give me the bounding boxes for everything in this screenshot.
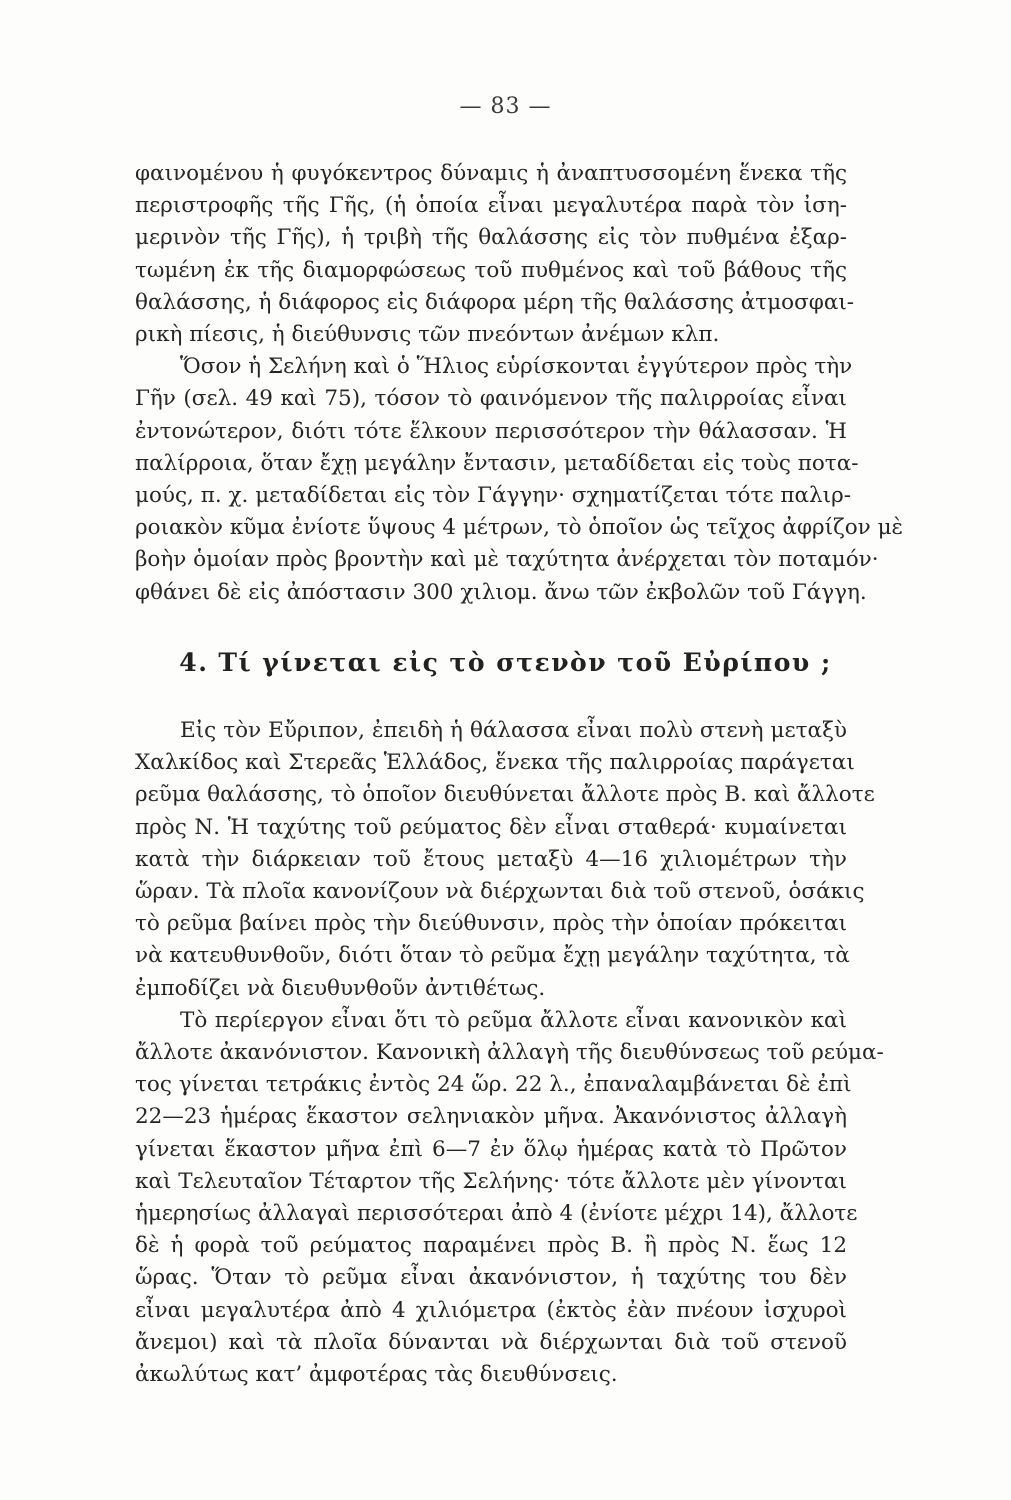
text-line: ἐντονώτερον, διότι τότε ἕλκουν περισσότερον τὴν θάλασσαν. Ἡ <box>135 418 847 444</box>
text-line: τὸ ρεῦμα βαίνει πρὸς τὴν διεύθυνσιν, πρὸς τὴν ὁποίαν πρόκειται <box>135 911 847 937</box>
lower-text-block <box>135 715 884 1391</box>
section-number: 4. <box>179 648 209 677</box>
text-line: Ὅσον ἡ Σελήνη καὶ ὁ Ἥλιος εὑρίσκονται ἐγγύτερον πρὸς τὴν <box>180 354 853 380</box>
page-number: — 83 — <box>459 94 552 119</box>
text-line: φθάνει δὲ εἰς ἀπόστασιν 300 χιλιομ. ἄνω τῶν ἐκβολῶν τοῦ Γάγγη. <box>135 579 867 605</box>
paragraph-tidal-factors <box>135 158 855 351</box>
text-line: βοὴν ὁμοίαν πρὸς βροντὴν καὶ μὲ ταχύτητα ἀνέρχεται τὸν ποταμόν· <box>135 547 879 573</box>
text-line: κατὰ τὴν διάρκειαν τοῦ ἔτους μεταξὺ 4—16 χιλιομέτρων τὴν <box>135 846 847 872</box>
text-line: ἄλλοτε ἀκανόνιστον. Κανονικὴ ἀλλαγὴ τῆς διευθύνσεως τοῦ ρεύμα- <box>135 1040 884 1066</box>
paragraph-moon-sun <box>135 351 904 609</box>
text-line: ροιακὸν κῦμα ἐνίοτε ὕψους 4 μέτρων, τὸ ὁποῖον ὡς τεῖχος ἀφρίζον μὲ <box>135 515 904 541</box>
paragraph-irregular-current <box>135 1005 884 1391</box>
text-line: καὶ Τελευταῖον Τέταρτον τῆς Σελήνης· τότε ἄλλοτε μὲν γίνονται <box>135 1168 847 1194</box>
text-line: παλίρροια, ὅταν ἔχῃ μεγάλην ἔντασιν, μεταδίδεται εἰς τοὺς ποτα- <box>135 450 859 476</box>
text-line: ἐμποδίζει νὰ διευθυνθοῦν ἀντιθέτως. <box>135 975 546 1001</box>
text-line: ὥραν. Τὰ πλοῖα κανονίζουν νὰ διέρχωνται διὰ τοῦ στενοῦ, ὁσάκις <box>135 879 865 905</box>
text-line: δὲ ἡ φορὰ τοῦ ρεύματος παραμένει πρὸς Β. ἢ πρὸς Ν. ἕως 12 <box>135 1233 847 1259</box>
text-line: θαλάσσης, ἡ διάφορος εἰς διάφορα μέρη τῆς θαλάσσης ἀτμοσφαι- <box>135 289 855 315</box>
text-line: φαινομένου ἡ φυγόκεντρος δύναμις ἡ ἀναπτυσσομένη ἕνεκα τῆς <box>135 161 847 186</box>
text-line: Χαλκίδος καὶ Στερεᾶς Ἑλλάδος, ἕνεκα τῆς παλιρροίας παράγεται <box>135 750 855 776</box>
text-line: πρὸς Ν. Ἡ ταχύτης τοῦ ρεύματος δὲν εἶναι σταθερά· κυμαίνεται <box>135 814 847 840</box>
text-line: τωμένη ἐκ τῆς διαμορφώσεως τοῦ πυθμένος καὶ τοῦ βάθους τῆς <box>135 257 847 283</box>
text-line: ἄνεμοι) καὶ τὰ πλοῖα δύνανται νὰ διέρχωνται διὰ τοῦ στενοῦ <box>135 1329 847 1355</box>
section-heading <box>0 648 1011 677</box>
text-line: νὰ κατευθυνθοῦν, διότι ὅταν τὸ ρεῦμα ἔχῃ μεγάλην ταχύτητα, τὰ <box>135 943 850 969</box>
text-line: Τὸ περίεργον εἶναι ὅτι τὸ ρεῦμα ἄλλοτε εἶναι κανονικὸν καὶ <box>180 1007 847 1033</box>
text-line: εἶναι μεγαλυτέρα ἀπὸ 4 χιλιόμετρα (ἐκτὸς ἐὰν πνέουν ἰσχυροὶ <box>135 1297 847 1323</box>
text-line: μούς, π. χ. μεταδίδεται εἰς τὸν Γάγγην· σχηματίζεται τότε παλιρ- <box>135 483 851 509</box>
paragraph-euripus-current <box>135 715 875 1005</box>
text-line: τος γίνεται τετράκις ἐντὸς 24 ὥρ. 22 λ., ἐπαναλαμβάνεται δὲ ἐπὶ <box>135 1072 852 1098</box>
text-line: ἡμερησίως ἀλλαγαὶ περισσότεραι ἀπὸ 4 (ἐνίοτε μέχρι 14), ἄλλοτε <box>135 1201 858 1227</box>
text-line: μερινὸν τῆς Γῆς), ἡ τριβὴ τῆς θαλάσσης εἰς τὸν πυθμένα ἐξαρ- <box>135 225 847 251</box>
text-line: Γῆν (σελ. 49 καὶ 75), τόσον τὸ φαινόμενον τῆς παλιρροίας εἶναι <box>135 386 847 412</box>
text-line: περιστροφῆς τῆς Γῆς, (ἡ ὁποία εἶναι μεγαλυτέρα παρὰ τὸν ἰση- <box>135 193 847 219</box>
upper-text-block <box>135 158 904 609</box>
text-line: ἀκωλύτως κατ’ ἀμφοτέρας τὰς διευθύνσεις. <box>135 1362 618 1388</box>
text-line: 22—23 ἡμέρας ἕκαστον σεληνιακὸν μῆνα. Ἀκανόνιστος ἀλλαγὴ <box>135 1104 847 1130</box>
text-line: ὥρας. Ὅταν τὸ ρεῦμα εἶναι ἀκανόνιστον, ἡ ταχύτης του δὲν <box>135 1265 847 1291</box>
text-line: γίνεται ἕκαστον μῆνα ἐπὶ 6—7 ἐν ὅλῳ ἡμέρας κατὰ τὸ Πρῶτον <box>135 1136 847 1162</box>
text-line: ρικὴ πίεσις, ἡ διεύθυνσις τῶν πνεόντων ἀνέμων κλπ. <box>135 322 720 348</box>
text-line: ρεῦμα θαλάσσης, τὸ ὁποῖον διευθύνεται ἄλλοτε πρὸς Β. καὶ ἄλλοτε <box>135 782 875 808</box>
text-line: Εἰς τὸν Εὔριπον, ἐπειδὴ ἡ θάλασσα εἶναι πολὺ στενὴ μεταξὺ <box>180 718 847 743</box>
section-title: Τί γίνεται εἰς τὸ στενὸν τοῦ Εὐρίπου ; <box>218 648 832 677</box>
